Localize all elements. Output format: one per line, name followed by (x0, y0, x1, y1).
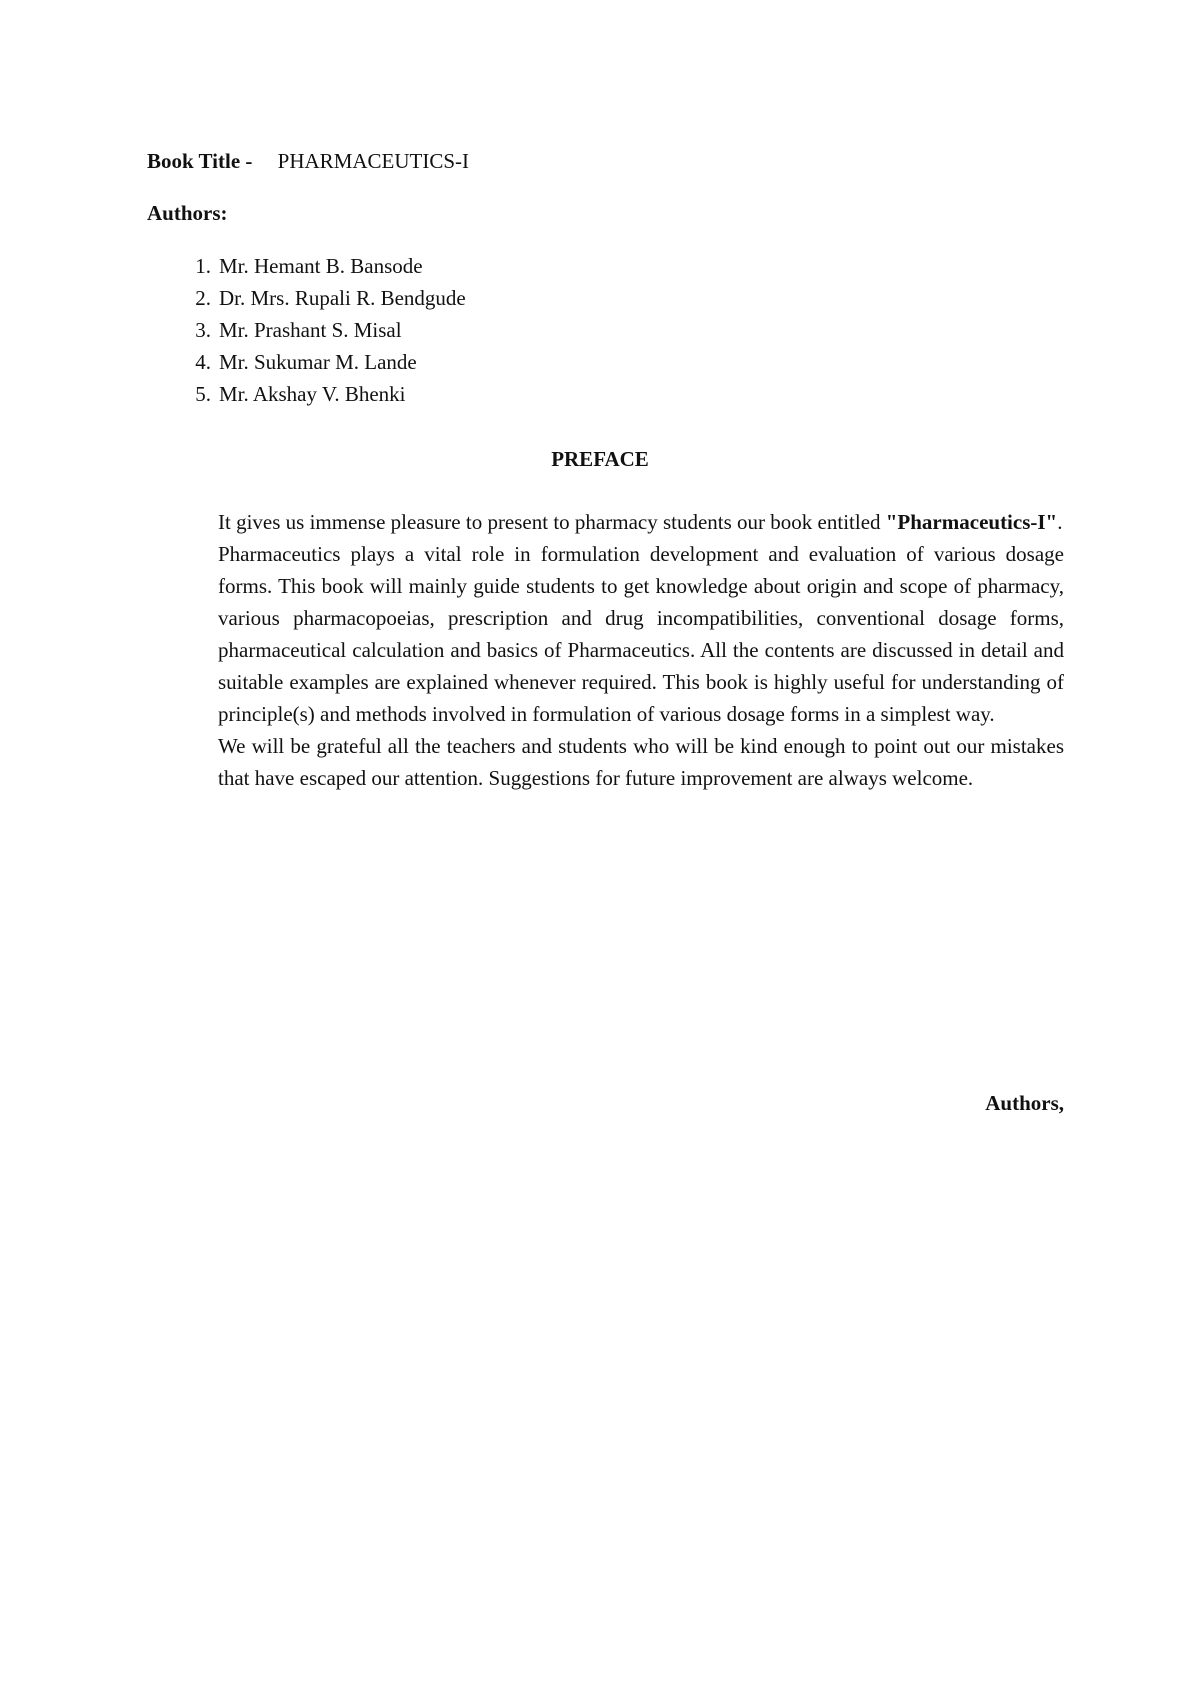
list-number: 2. (195, 286, 211, 310)
author-name: Mr. Prashant S. Misal (219, 318, 402, 342)
author-name: Mr. Akshay V. Bhenki (219, 382, 406, 406)
list-number: 4. (195, 350, 211, 374)
book-title-label: Book Title - (147, 149, 253, 173)
author-name: Mr. Sukumar M. Lande (219, 350, 417, 374)
preface-paragraph-2: Pharmaceutics plays a vital role in formulation development and evaluation of various dosage forms. This book will mainly guide students to get knowledge about origin and scope of pharmacy, various pharmacopoeias, prescription and drug incompatibilities, conventional dosage forms, pharmaceutical calculation and basics of Pharmaceutics. All the contents are discussed in detail and suitable examples are explained whenever required. This book is highly useful for understanding of principle(s) and methods involved in formulation of various dosage forms in a simplest way. (218, 542, 1064, 726)
preface-p1-end: . (1057, 510, 1063, 534)
list-item (147, 282, 466, 314)
preface-body (218, 506, 1064, 794)
preface-paragraph-1 (218, 506, 1064, 538)
author-list (147, 250, 466, 410)
list-item (147, 346, 466, 378)
author-name: Mr. Hemant B. Bansode (219, 254, 423, 278)
signature: Authors, (985, 1091, 1064, 1115)
list-number: 1. (195, 254, 211, 278)
authors-heading: Authors: (147, 201, 228, 225)
list-item (147, 378, 466, 410)
book-title-line (147, 146, 469, 176)
preface-p1-text: It gives us immense pleasure to present to pharmacy students our book entitled (218, 510, 886, 534)
preface-book-name: "Pharmaceutics-I" (885, 510, 1058, 534)
list-number: 5. (195, 382, 211, 406)
list-item (147, 250, 466, 282)
preface-paragraph-3: We will be grateful all the teachers and students who will be kind enough to point out our mistakes that have escaped our attention. Suggestions for future improvement are always welcome. (218, 734, 1064, 790)
book-title-value: PHARMACEUTICS-I (277, 149, 470, 173)
list-item (147, 314, 466, 346)
list-number: 3. (195, 318, 211, 342)
preface-heading: PREFACE (551, 447, 649, 471)
author-name: Dr. Mrs. Rupali R. Bendgude (219, 286, 466, 310)
